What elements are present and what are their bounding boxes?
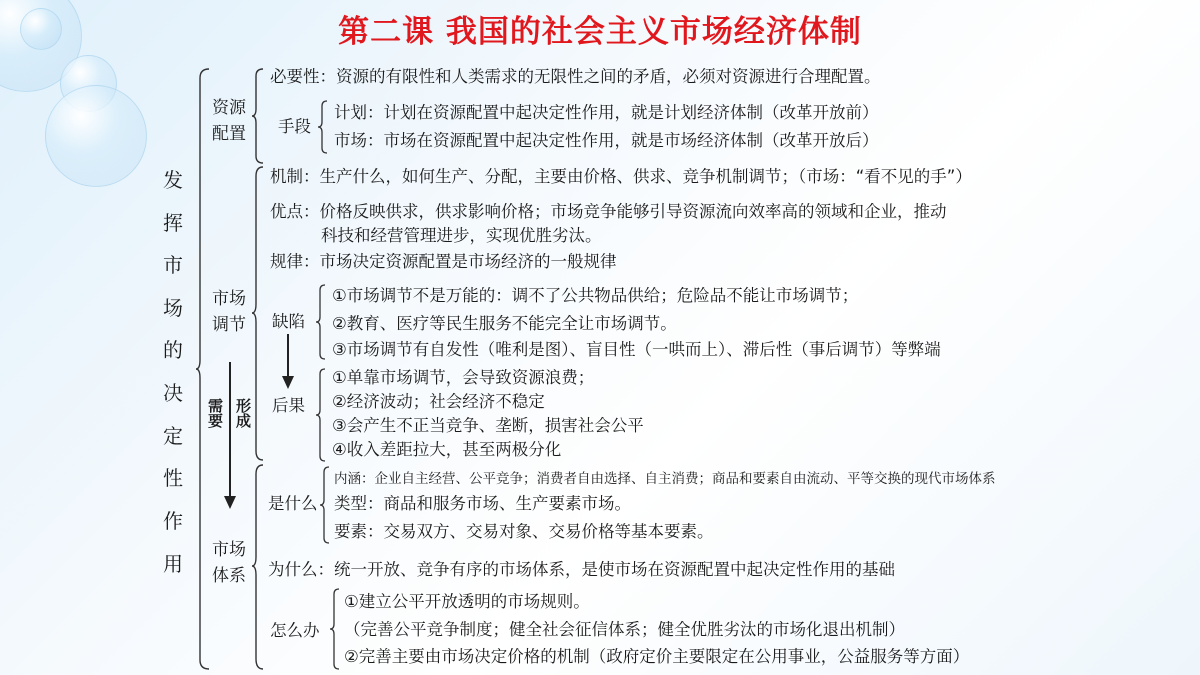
law-text: 规律：市场决定资源配置是市场经济的一般规律	[270, 252, 617, 271]
root-char: 性	[163, 466, 183, 490]
defect-to-result-arrow	[281, 334, 295, 390]
root-char: 挥	[163, 211, 183, 235]
defect-brace	[316, 284, 326, 360]
root-char: 用	[163, 552, 183, 576]
advantage-text-1: 优点：价格反映供求，供求影响价格；市场竞争能够引导资源流向效率高的领域和企业，推动	[270, 202, 947, 221]
result-brace	[316, 368, 326, 462]
regulation-label-1: 市场	[212, 289, 246, 309]
defect-1: ①市场调节不是万能的：调不了公共物品供给；危险品不能让市场调节；	[332, 286, 859, 305]
mechanism-text: 机制：生产什么，如何生产、分配，主要由价格、供求、竞争机制调节；（市场：“看不见的手”）	[270, 167, 972, 186]
resource-label-1: 资源	[212, 98, 246, 118]
page-title: 第二课 我国的社会主义市场经济体制	[338, 14, 862, 50]
means-brace	[318, 100, 328, 154]
root-char: 发	[163, 168, 183, 192]
defect-3: ③市场调节有自发性（唯利是图）、盲目性（一哄而上）、滞后性（事后调节）等弊端	[332, 340, 941, 359]
types-text: 类型：商品和服务市场、生产要素市场。	[334, 494, 631, 513]
what-brace	[320, 466, 330, 544]
resource-label-2: 配置	[212, 124, 246, 144]
form-label: 形成	[234, 398, 252, 428]
elements-text: 要素：交易双方、交易对象、交易价格等基本要素。	[334, 522, 714, 541]
how-label: 怎么办	[270, 621, 320, 640]
plan-text: 计划：计划在资源配置中起决定性作用，就是计划经济体制（改革开放前）	[334, 103, 879, 122]
root-char: 的	[163, 338, 183, 362]
how-2: （完善公平竞争制度；健全社会征信体系；健全优胜劣汰的市场化退出机制）	[344, 620, 905, 639]
system-label-2: 体系	[212, 566, 246, 586]
decorative-bubble	[45, 85, 147, 187]
means-label: 手段	[278, 117, 311, 136]
why-text: 为什么：统一开放、竞争有序的市场体系，是使市场在资源配置中起决定性作用的基础	[268, 560, 895, 579]
result-2: ②经济波动；社会经济不稳定	[332, 392, 545, 411]
market-text: 市场：市场在资源配置中起决定性作用，就是市场经济体制（改革开放后）	[334, 131, 879, 150]
defect-label: 缺陷	[272, 312, 305, 331]
root-char: 市	[163, 253, 183, 277]
how-3: ②完善主要由市场决定价格的机制（政府定价主要限定在公用事业，公益服务等方面）	[344, 647, 970, 666]
result-1: ①单靠市场调节，会导致资源浪费；	[332, 368, 595, 387]
how-1: ①建立公平开放透明的市场规则。	[344, 592, 590, 611]
regulation-label-2: 调节	[212, 315, 246, 335]
result-4: ④收入差距拉大，甚至两极分化	[332, 440, 562, 459]
content-text: 内涵：企业自主经营、公平竞争；消费者自由选择、自主消费；商品和要素自由流动、平等交换的现代市场体系	[334, 471, 996, 487]
result-3: ③会产生不正当竞争、垄断，损害社会公平	[332, 416, 644, 435]
result-label: 后果	[272, 396, 305, 415]
regulation-brace	[252, 166, 264, 461]
system-brace	[252, 464, 264, 670]
root-char: 定	[163, 424, 183, 448]
what-label: 是什么	[268, 494, 318, 513]
advantage-text-2: 科技和经营管理进步，实现优胜劣汰。	[321, 226, 602, 245]
root-char: 场	[163, 296, 183, 320]
how-brace	[330, 588, 340, 670]
need-label: 需要	[206, 398, 224, 428]
need-arrow	[222, 362, 238, 510]
root-brace	[196, 68, 210, 670]
defect-2: ②教育、医疗等民生服务不能完全让市场调节。	[332, 314, 677, 333]
necessity-text: 必要性：资源的有限性和人类需求的无限性之间的矛盾，必须对资源进行合理配置。	[270, 67, 881, 86]
system-label-1: 市场	[212, 540, 246, 560]
root-char: 决	[163, 381, 183, 405]
root-char: 作	[163, 509, 183, 533]
resource-brace	[252, 68, 264, 164]
